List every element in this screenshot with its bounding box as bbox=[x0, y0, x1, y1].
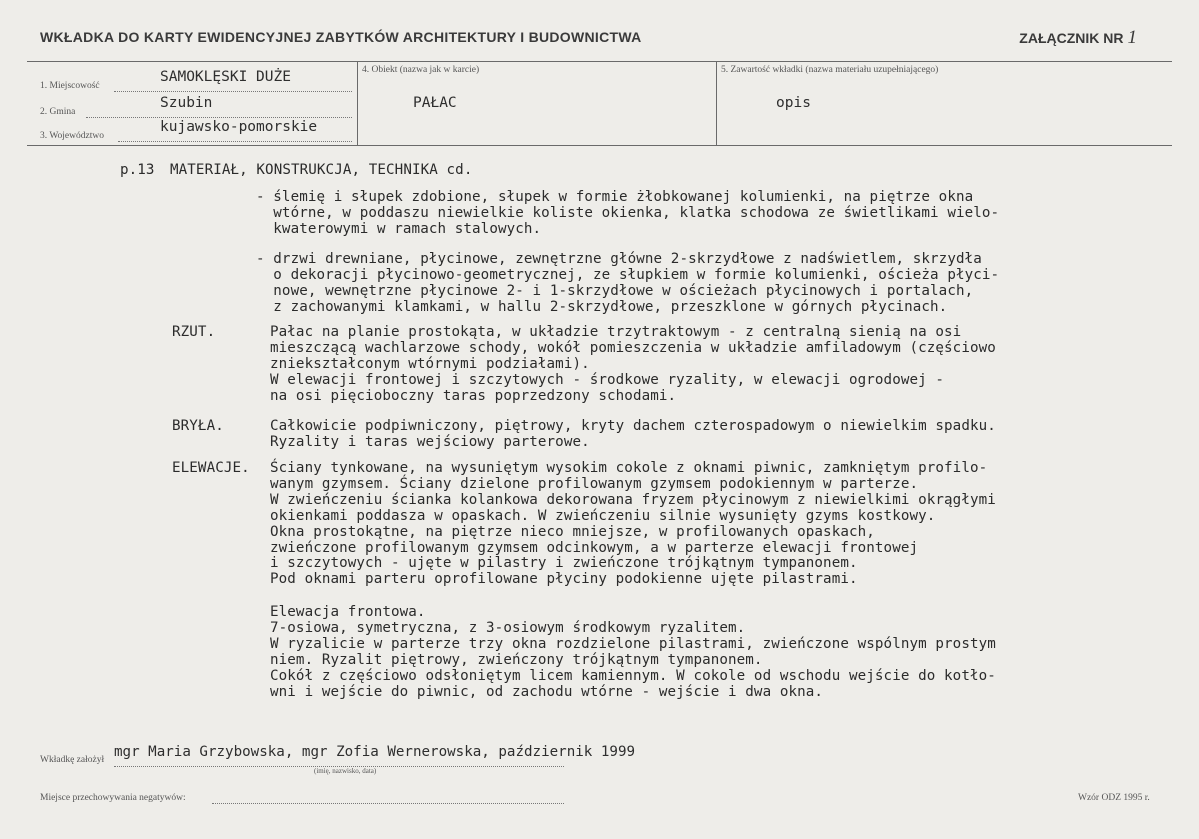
paragraph-elewacje bbox=[270, 461, 996, 588]
annex-number: 1 bbox=[1127, 27, 1137, 48]
text-line: mieszczącą wachlarzowe schody, wokół pomieszczenia w układzie amfiladowym (częściowo bbox=[270, 339, 996, 356]
annex-label: ZAŁĄCZNIK NR bbox=[1019, 30, 1124, 46]
storage-label: Miejsce przechowywania negatywów: bbox=[40, 793, 186, 803]
text-line: 7-osiowa, symetryczna, z 3-osiowym środkowym ryzalitem. bbox=[270, 619, 746, 636]
header-rule-top bbox=[27, 61, 1172, 62]
author-value: mgr Maria Grzybowska, mgr Zofia Wernerowska, październik 1999 bbox=[114, 744, 636, 760]
text-line: W ryzalicie w parterze trzy okna rozdzielone pilastrami, zwieńczone wspólnym prostym bbox=[270, 635, 996, 652]
text-line: Cokół z częściowo odsłoniętym licem kamiennym. W cokole od wschodu wejście do kotło- bbox=[270, 667, 996, 684]
text-line: niem. Ryzalit piętrowy, zwieńczony trójkątnym tympanonem. bbox=[270, 651, 763, 668]
text-line: zwieńczone profilowanym gzymsem odcinkowym, a w parterze elewacji frontowej bbox=[270, 539, 919, 556]
locality-value: SAMOKLĘSKI DUŻE bbox=[160, 69, 291, 85]
voivodeship-label: 3. Województwo bbox=[40, 131, 104, 141]
commune-label: 2. Gmina bbox=[40, 107, 76, 117]
text-line: W zwieńczeniu ścianka kolankowa dekorowana fryzem płycinowym z niewielkimi okrągłymi bbox=[270, 491, 996, 508]
author-label: Wkładkę założył bbox=[40, 755, 105, 765]
text-line: zniekształconym wtórnymi podziałami). bbox=[270, 355, 590, 372]
field-divider-1 bbox=[357, 61, 358, 145]
text-line: wanym gzymsem. Ściany dzielone profilowanym gzymsem podokiennym w parterze. bbox=[270, 475, 919, 492]
text-line: Elewacja frontowa. bbox=[270, 604, 426, 620]
elewacje-label: ELEWACJE. bbox=[172, 460, 250, 476]
text-line: - ślemię i słupek zdobione, słupek w formie żłobkowanej kolumienki, na piętrze okna bbox=[256, 189, 974, 205]
object-value: PAŁAC bbox=[413, 95, 457, 111]
text-line: i szczytowych - ujęte w pilastry i zwieńczone trójkątnym tympanonem. bbox=[270, 555, 858, 572]
text-line: o dekoracji płycinowo-geometrycznej, ze słupkiem w formie kolumienki, ościeża płyci- bbox=[256, 266, 1000, 283]
paragraph-bryla bbox=[270, 419, 996, 451]
text-line: Pałac na planie prostokąta, w układzie trzytraktowym - z centralną sienią na osi bbox=[270, 324, 962, 340]
text-line: nowe, wewnętrzne płycinowe 2- i 1-skrzydłowe w ościeżach płycinowych i portalach, bbox=[256, 282, 974, 299]
contents-value: opis bbox=[776, 95, 811, 111]
text-line: W elewacji frontowej i szczytowych - środkowe ryzality, w elewacji ogrodowej - bbox=[270, 371, 945, 388]
text-line: Pod oknami parteru oprofilowane płyciny podokienne ujęte pilastrami. bbox=[270, 571, 858, 588]
form-code: Wzór ODZ 1995 r. bbox=[1078, 793, 1150, 803]
text-line: Ryzality i taras wejściowy parterowe. bbox=[270, 433, 590, 450]
locality-dots bbox=[114, 90, 352, 92]
object-label: 4. Obiekt (nazwa jak w karcie) bbox=[362, 65, 480, 75]
bryla-label: BRYŁA. bbox=[172, 418, 224, 434]
commune-value: Szubin bbox=[160, 95, 213, 111]
text-line: z zachowanymi klamkami, w hallu 2-skrzydłowe, przeszklone w górnych płycinach. bbox=[256, 298, 948, 315]
text-line: wtórne, w poddaszu niewielkie koliste okienka, klatka schodowa ze świetlikami wielo- bbox=[256, 204, 1000, 221]
card-title: WKŁADKA DO KARTY EWIDENCYJNEJ ZABYTKÓW ARCHITEKTURY I BUDOWNICTWA bbox=[40, 29, 642, 45]
voivodeship-value: kujawsko-pomorskie bbox=[160, 119, 318, 135]
voivodeship-dots bbox=[118, 140, 352, 142]
field-divider-2 bbox=[716, 61, 717, 145]
paragraph-rzut bbox=[270, 325, 996, 405]
author-hint: (imię, nazwisko, data) bbox=[314, 767, 377, 775]
section-heading: MATERIAŁ, KONSTRUKCJA, TECHNIKA cd. bbox=[170, 162, 473, 178]
locality-label: 1. Miejscowość bbox=[40, 81, 100, 91]
storage-dots bbox=[212, 802, 564, 804]
text-line: wni i wejście do piwnic, od zachodu wtórne - wejście i dwa okna. bbox=[270, 683, 824, 700]
text-line: okienkami poddasza w opaskach. W zwieńczeniu silnie wysunięty gzyms kostkowy. bbox=[270, 507, 936, 524]
paragraph-elewacja-frontowa bbox=[270, 605, 996, 700]
commune-dots bbox=[86, 116, 352, 118]
rzut-label: RZUT. bbox=[172, 324, 216, 340]
text-line: - drzwi drewniane, płycinowe, zewnętrzne główne 2-skrzydłowe z nadświetlem, skrzydła bbox=[256, 251, 982, 267]
paragraph-bullet-1 bbox=[256, 190, 999, 238]
annex-label-wrap bbox=[1019, 27, 1137, 49]
header-rule-bottom bbox=[27, 145, 1172, 146]
paragraph-bullet-2 bbox=[256, 252, 999, 316]
text-line: na osi pięcioboczny taras poprzedzony schodami. bbox=[270, 387, 677, 404]
contents-label: 5. Zawartość wkładki (nazwa materiału uzupełniającego) bbox=[721, 65, 939, 75]
text-line: Okna prostokątne, na piętrze nieco mniejsze, w profilowanych opaskach, bbox=[270, 523, 875, 540]
text-line: kwaterowymi w ramach stalowych. bbox=[256, 220, 542, 237]
text-line: Ściany tynkowane, na wysuniętym wysokim cokole z oknami piwnic, zamkniętym profilo- bbox=[270, 460, 988, 476]
section-prefix: p.13 bbox=[120, 162, 155, 178]
text-line: Całkowicie podpiwniczony, piętrowy, kryty dachem czterospadowym o niewielkim spadku. bbox=[270, 418, 996, 434]
